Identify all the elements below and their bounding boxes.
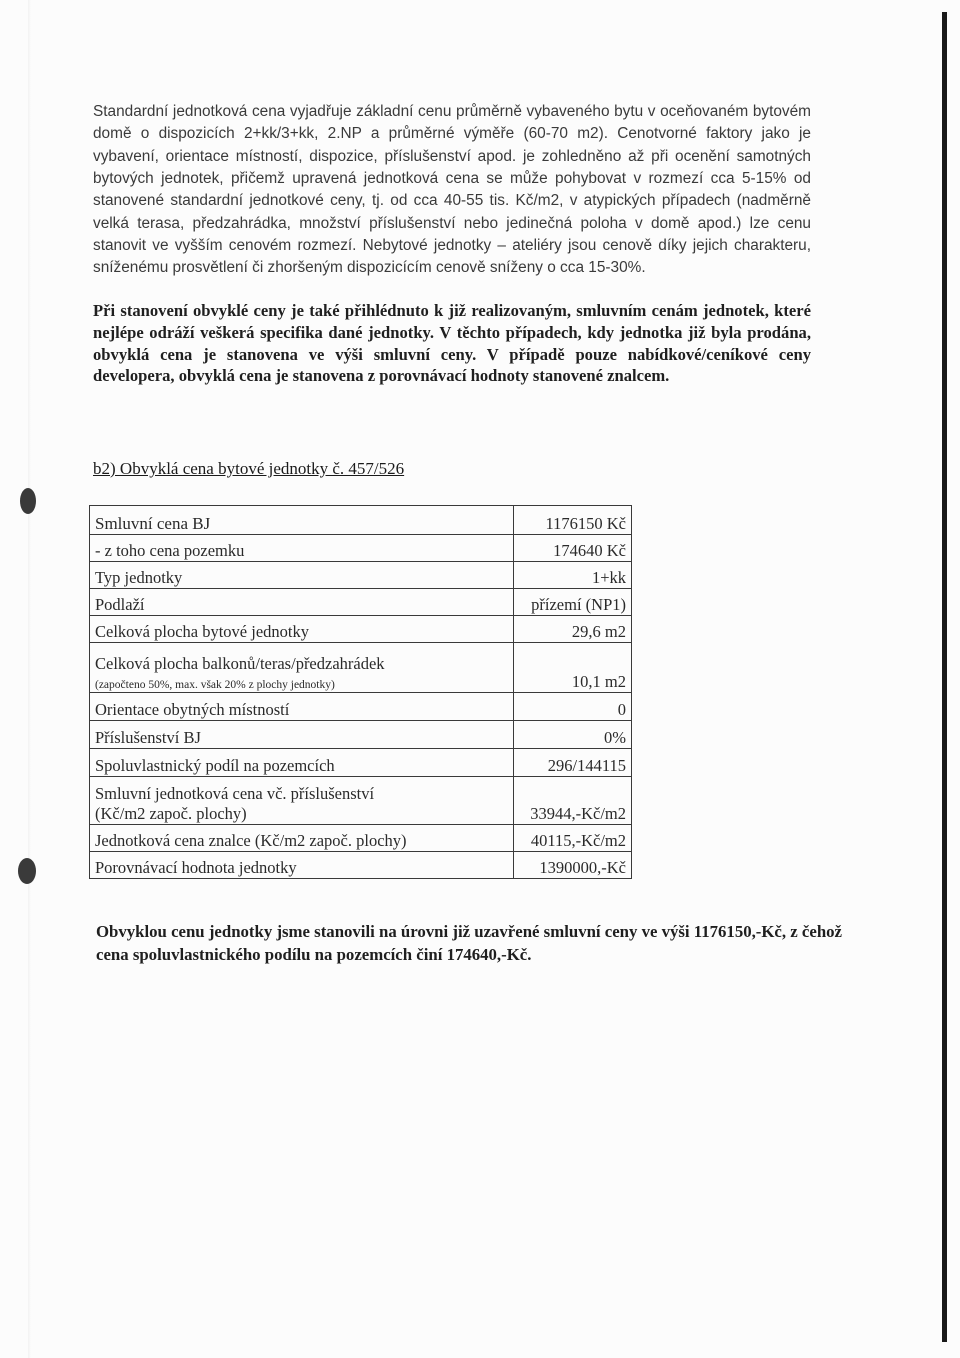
row-label: Spoluvlastnický podíl na pozemcích bbox=[90, 749, 514, 777]
row-value: přízemí (NP1) bbox=[514, 589, 632, 616]
row-value: 0% bbox=[514, 721, 632, 749]
scan-edge-line bbox=[942, 12, 947, 1342]
table-row bbox=[90, 721, 632, 749]
row-value: 1390000,-Kč bbox=[514, 852, 632, 879]
paragraph-standard-price: Standardní jednotková cena vyjadřuje základní cenu průměrně vybaveného bytu v oceňovaném bytovém domě o dispozicích 2+kk/3+kk, 2.NP a průměrné výměře (60-70 m2). Cenotvorné faktory jako je vybavení, orientace místností, dispozice, příslušenství apod. je zohledněno až při ocenění samotných bytových jednotek, přičemž upravená jednotková cena se může pohybovat v rozmezí cca 5-15% od stanovené standardní jednotkové ceny, tj. od cca 40-55 tis. Kč/m2, v atypických případech (nadměrně velká terasa, předzahrádka, množství příslušenství nebo jedinečná poloha v domě apod.) lze cenu stanovit ve vyšším cenovém rozmezí. Nebytové jednotky – ateliéry jsou cenově díky jejich charakteru, sníženému prosvětlení či zhoršeným dispozicícím cenově sníženy o cca 15-30%. bbox=[93, 103, 811, 277]
row-value: 0 bbox=[514, 693, 632, 721]
row-note: (započteno 50%, max. však 20% z plochy jednotky) bbox=[95, 679, 335, 691]
unit-values-table bbox=[89, 505, 632, 879]
table-row bbox=[90, 825, 632, 852]
row-value: 33944,-Kč/m2 bbox=[514, 777, 632, 825]
table-row bbox=[90, 852, 632, 879]
row-label: Porovnávací hodnota jednotky bbox=[90, 852, 514, 879]
section-heading: b2) Obvyklá cena bytové jednotky č. 457/526 bbox=[93, 459, 405, 478]
punch-hole-bottom bbox=[18, 858, 36, 884]
row-label: Příslušenství BJ bbox=[90, 721, 514, 749]
summary-conclusion: Obvyklou cenu jednotky jsme stanovili na úrovni již uzavřené smluvní ceny ve výši 1176150,-Kč, z čehož cena spoluvlastnického podílu na pozemcích činí 174640,-Kč. bbox=[96, 922, 842, 964]
row-label: Typ jednotky bbox=[90, 562, 514, 589]
punch-hole-top bbox=[20, 488, 36, 514]
row-label: Celková plocha balkonů/teras/předzahrádek bbox=[95, 654, 385, 673]
row-value: 296/144115 bbox=[514, 749, 632, 777]
table-row bbox=[90, 643, 632, 693]
table-row bbox=[90, 589, 632, 616]
table-row bbox=[90, 535, 632, 562]
row-value: 1+kk bbox=[514, 562, 632, 589]
row-label-group bbox=[90, 643, 514, 693]
row-value: 29,6 m2 bbox=[514, 616, 632, 643]
row-label: Celková plocha bytové jednotky bbox=[90, 616, 514, 643]
table-row bbox=[90, 506, 632, 535]
row-value: 174640 Kč bbox=[514, 535, 632, 562]
row-value: 10,1 m2 bbox=[514, 643, 632, 693]
row-label: Jednotková cena znalce (Kč/m2 započ. plochy) bbox=[90, 825, 514, 852]
row-label: - z toho cena pozemku bbox=[90, 535, 514, 562]
row-label-line2: (Kč/m2 započ. plochy) bbox=[95, 804, 247, 823]
row-label: Orientace obytných místností bbox=[90, 693, 514, 721]
row-label: Smluvní cena BJ bbox=[90, 506, 514, 535]
row-value: 40115,-Kč/m2 bbox=[514, 825, 632, 852]
paragraph-usual-price-method: Při stanovení obvyklé ceny je také přihlédnuto k již realizovaným, smluvním cenám jednotek, které nejlépe odráží veškerá specifika dané jednotky. V těchto případech, kdy jednotka již byla prodána, obvyklá cena je stanovena ve výši smluvní ceny. V případě pouze nabídkové/ceníkové ceny developera, obvyklá cena je stanovena z porovnávací hodnoty stanovené znalcem. bbox=[93, 301, 811, 386]
table-row bbox=[90, 777, 632, 825]
table-row bbox=[90, 562, 632, 589]
row-label-group bbox=[90, 777, 514, 825]
row-label: Podlaží bbox=[90, 589, 514, 616]
table-row bbox=[90, 749, 632, 777]
row-value: 1176150 Kč bbox=[514, 506, 632, 535]
row-label: Smluvní jednotková cena vč. příslušenství bbox=[95, 784, 375, 803]
table-row bbox=[90, 616, 632, 643]
table-row bbox=[90, 693, 632, 721]
scan-left-shadow bbox=[28, 0, 31, 1358]
